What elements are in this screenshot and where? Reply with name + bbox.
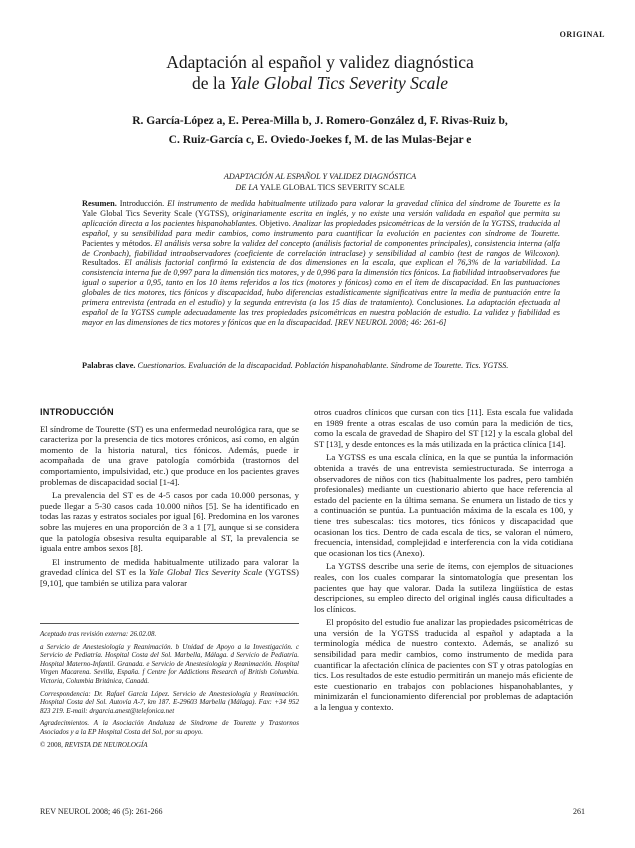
body-paragraph: El propósito del estudio fue analizar las propiedades psicométricas de una versión de la YGTSS traducida al español y adaptada a la terminología médica de nuestro contexto. Además, se analizó su sensibilidad para medir cambios, como instrumento de medida para cuantificar la afectación clínica de pacientes con ST y otras patologías en tics. Los resultados de este estudio permitirán un manejo más eficiente de este cuestionario en trabajos con poblaciones hispanohablantes, y minimizarán el funcionamiento diferencial por problemas de adaptación a la lengua y contexto. xyxy=(314,617,573,713)
body-paragraph: La YGTSS es una escala clínica, en la que se puntúa la información obtenida a través de una entrevista semiestructurada. Se interroga a observadores de niños con tics (habitualmente los padres, pero también profesionales) mediante un cuestionario abierto que hace referencia al estado del paciente en la última semana. Se enumera un listado de tics y a continuación se puntúa. La puntuación máxima de la escala es 100, y tiene tres subescalas: tics motores, tics fónicos y discapacidad que ocasionan los tics. Dentro de cada escala de tics, se valoran el número, frecuencia, intensidad, complejidad e interferencia con la vida cotidiana que ocasionan los tics (Anexo). xyxy=(314,452,573,558)
abstract-objetivo-text: Analizar las propiedades psicométricas de la versión de la YGTSS, traducida al español, y su sensibilidad para medir cambios, como instrumento para cuantificar la evolución en pacientes con síndrome de Tourette. xyxy=(82,218,560,238)
abstract-resultados-label: Resultados. xyxy=(82,258,121,268)
abstract-resultados-text: El análisis factorial confirmó la existencia de dos dimensiones en la escala, que explican el 76,3% de la variabilidad. La consistencia interna fue de 0,997 para la dimensión tics motores, y de 0,996 para la dimensión tics fónicos. La fiabilidad intraobservadores fue igual o superior a 0,95, tanto en los 10 ítems referidos a los tics (motores y fónicos) como en el ítem de discapacidad. En las puntuaciones globales de tics motores, tics fónicos y discapacidad, hubo diferencias estadísticamente significativas entre la media de puntuación entre la primera entrevista (entrada en el estudio) y la segunda entrevista (a los 15 días de tratamiento). xyxy=(82,258,560,308)
abstract-conclusiones-text: La adaptación efectuada al español de la YGTSS cumple adecuadamente las tres propiedades psicométricas en nuestra población de estudio. La validez y fiabilidad es mayor en las dimensiones de tics motores y fónicos que en la discapacidad. [REV NEUROL 2008; 46: 261-6] xyxy=(82,298,561,327)
short-title-line-2 xyxy=(70,183,570,194)
keywords xyxy=(82,361,560,371)
body-paragraph xyxy=(40,557,299,589)
title-scale-name: Yale Global Tics Severity Scale xyxy=(229,73,448,93)
body-paragraph: La prevalencia del ST es de 4-5 casos por cada 10.000 personas, y puede llegar a 5-30 casos cada 10.000 niños [5]. Se ha identificado en todas las razas y estratos sociales por igual [6]. Predomina en los varones sobre las mujeres en una proporción de 3 a 1 [7], aunque si se considera que la patología obsesiva resulta equiparable al ST, la prevalencia se iguala entre ambos sexos [8]. xyxy=(40,490,299,554)
abstract-resumen-label: Resumen. xyxy=(82,199,117,208)
body-column-right xyxy=(314,407,573,716)
abstract-pacientes-label: Pacientes y métodos. xyxy=(82,238,153,248)
body-text: El instrumento de medida habitualmente utilizado para valorar la gravedad clínica del ST es la xyxy=(40,556,299,578)
copyright-year: © 2008, xyxy=(40,740,65,749)
footnotes xyxy=(40,630,299,753)
footnote-divider xyxy=(40,623,299,624)
abstract-intro-text: El instrumento de medida habitualmente utilizado para valorar la gravedad clínica del síndrome de Tourette es la xyxy=(164,199,560,208)
body-paragraph: El síndrome de Tourette (ST) es una enfermedad neurológica rara, que se caracteriza por la presencia de tics motores crónicos, así como, en algún momento de la historia natural, tics fónicos. Además, puede ir acompañada de una grave patología comórbida (trastornos del comportamiento, impulsividad, etc.) que produce en los pacientes graves problemas de discapacidad social [1-4]. xyxy=(40,423,299,487)
abstract-intro-label: Introducción. xyxy=(116,199,165,208)
title-line-2-prefix: de la xyxy=(192,73,230,93)
short-title-prefix: DE LA xyxy=(235,182,260,192)
author-list xyxy=(70,112,570,150)
short-title-scale: YALE GLOBAL TICS SEVERITY SCALE xyxy=(259,182,405,192)
abstract-intro-text-2: , originariamente escrita en inglés, y no existe una versión validada en español que permita su aplicación directa a los pacientes hispanohablantes. xyxy=(82,208,560,228)
abstract-pacientes-text: El análisis versa sobre la validez del concepto (análisis factorial de componentes principales), consistencia interna (alfa de Cronbach), fiabilidad intraobservadores (coeficiente de correlación intraclase) y sensibilidad al cambio (test de rangos de Wilcoxon). xyxy=(82,238,560,258)
title-line-1: Adaptación al español y validez diagnóstica xyxy=(166,52,474,72)
title-line-2 xyxy=(40,73,600,94)
body-paragraph: La YGTSS describe una serie de ítems, con ejemplos de situaciones reales, con los cuales comparar la sintomatología que presentan los pacientes que hay que valorar. Dada la sutileza lingüística de estas descripciones, su empleo directo del original inglés causa dificultades a los clínicos. xyxy=(314,561,573,614)
abstract xyxy=(82,199,560,328)
body-scale-name: Yale Global Tics Severity Scale xyxy=(148,567,263,578)
abstract-conclusiones-label: Conclusiones. xyxy=(413,298,464,308)
copyright-journal: REVISTA DE NEUROLOGÍA xyxy=(64,740,148,749)
section-heading-introduccion: INTRODUCCIÓN xyxy=(40,407,114,417)
affiliations: a Servicio de Anestesiología y Reanimación. b Unidad de Apoyo a la Investigación. c Servicio de Pediatría. Hospital Costa del Sol. Marbella, Málaga. d Servicio de Pediatría. Hospital Materno-Infantil. Granada. e Servicio de Anestesiología y Reanimación. Hospital Virgen Macarena. Sevilla, España. f Centre for Addictions Research of British Columbia. Victoria, Columbia Británica, Canadá. xyxy=(40,642,299,685)
acknowledgements: Agradecimientos. A la Asociación Andaluza de Síndrome de Tourette y Trastornos Asociados y a la EP Hospital Costa del Sol, por su apoyo. xyxy=(40,719,299,736)
body-paragraph: otros cuadros clínicos que cursan con tics [11]. Esta escala fue validada en 1989 frente a otras escalas de uso común para la medición de tics, como la escala de gravedad de Shapiro del ST [12] y la escala global del ST [13], y desde entonces es la más utilizada en la práctica clínica [14]. xyxy=(314,407,573,449)
copyright xyxy=(40,741,299,750)
body-column-left xyxy=(40,407,299,592)
accepted-date: Aceptado tras revisión externa: 26.02.08. xyxy=(40,630,157,638)
section-label: ORIGINAL xyxy=(559,30,605,39)
author-line-2: C. Ruiz-García c, E. Oviedo-Joekes f, M. de las Mulas-Bejar e xyxy=(168,134,472,146)
correspondence: Correspondencia: Dr. Rafael García López. Servicio de Anestesiología y Reanimación. Hospital Costa del Sol. Autovía A-7, km 187. E-29603 Marbella (Málaga). Fax: +34 952 823 219. E-mail: drgarcia.anest@telefonica.net xyxy=(40,689,299,715)
abstract-scale-name: Yale Global Tics Severity Scale (YGTSS) xyxy=(82,208,228,218)
keywords-label: Palabras clave. xyxy=(82,361,136,370)
short-title-line-1: ADAPTACIÓN AL ESPAÑOL Y VALIDEZ DIAGNÓSTICA xyxy=(223,172,417,181)
abstract-objetivo-label: Objetivo. xyxy=(257,218,291,228)
article-title xyxy=(40,52,600,94)
keywords-text: Cuestionarios. Evaluación de la discapacidad. Población hispanohablante. Síndrome de Tourette. Tics. YGTSS. xyxy=(135,361,509,370)
page-number: 261 xyxy=(573,807,585,816)
short-title xyxy=(70,172,570,193)
body-text: (YGTSS) [9,10], que también se utiliza para valorar xyxy=(40,567,299,588)
journal-citation: REV NEUROL 2008; 46 (5): 261-266 xyxy=(40,807,163,816)
author-line-1: R. García-López a, E. Perea-Milla b, J. Romero-González d, F. Rivas-Ruiz b, xyxy=(132,115,508,127)
